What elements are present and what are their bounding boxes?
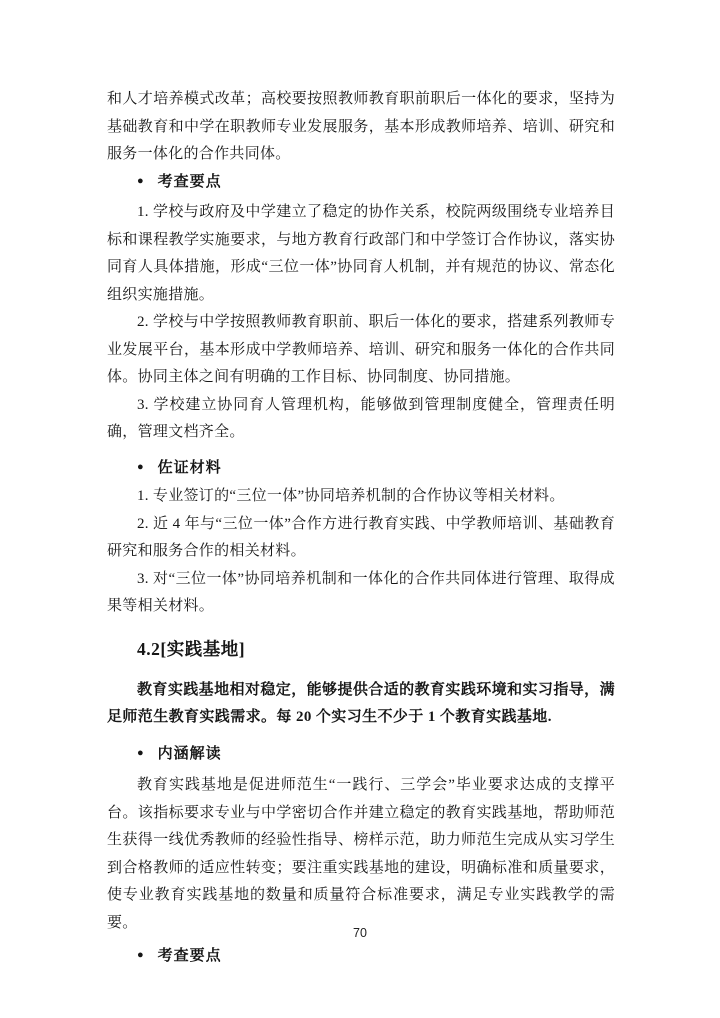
bullet-heading-label: 考查要点 <box>157 173 222 190</box>
bullet-icon: ● <box>137 174 144 187</box>
bullet-heading-label: 佐证材料 <box>157 459 222 476</box>
section-intro-bold-paragraph: 教育实践基地相对稳定，能够提供合适的教育实践环境和实习指导，满足师范生教育实践需求。每 20 个实习生不少于 1 个教育实践基地. <box>107 681 615 725</box>
supporting-material-item-3: 3. 对“三位一体”协同培养机制和一体化的合作共同体进行管理、取得成果等相关材料。 <box>107 570 615 614</box>
bullet-icon: ● <box>137 746 144 759</box>
bullet-icon: ● <box>137 949 144 961</box>
connotation-paragraph: 教育实践基地是促进师范生“一践行、三学会”毕业要求达成的支撑平台。该指标要求专业与中学密切合作并建立稳定的教育实践基地，帮助师范生获得一线优秀教师的经验性指导、榜样示范，助力师范生完成从实习学生到合格教师的适应性转变；要注重实践基地的建设，明确标准和质量要求，使专业教育实践基地的数量和质量符合标准要求，满足专业实践教学的需要。 <box>107 777 615 931</box>
bullet-icon: ● <box>137 460 144 473</box>
supporting-material-item-1: 1. 专业签订的“三位一体”协同培养机制的合作协议等相关材料。 <box>137 488 565 504</box>
bullet-heading-examine-points-1 <box>137 169 615 198</box>
section-heading-practice-base: 4.2[实践基地] <box>137 638 246 659</box>
examine-point-item-2: 2. 学校与中学按照教师教育职前、职后一体化的要求，搭建系列教师专业发展平台，基本形成中学教师培养、培训、研究和服务一体化的合作共同体。协同主体之间有明确的工作目标、协同制度、协同措施。 <box>107 314 615 385</box>
bullet-heading-label: 内涵解读 <box>157 745 222 762</box>
supporting-material-item-2: 2. 近 4 年与“三位一体”合作方进行教育实践、中学教师培训、基础教育研究和服务合作的相关材料。 <box>107 515 615 559</box>
text-block <box>107 86 615 972</box>
bullet-heading-supporting-materials <box>137 455 615 484</box>
intro-paragraph: 和人才培养模式改革；高校要按照教师教育职前职后一体化的要求，坚持为基础教育和中学在职教师专业发展服务，基本形成教师培养、培训、研究和服务一体化的合作共同体。 <box>107 91 615 162</box>
bullet-heading-examine-points-2 <box>137 943 615 972</box>
examine-point-item-1: 1. 学校与政府及中学建立了稳定的协作关系，校院两级围绕专业培养目标和课程教学实施要求，与地方教育行政部门和中学签订合作协议，落实协同育人具体措施，形成“三位一体”协同育人机制，并有规范的协议、常态化组织实施措施。 <box>107 204 615 303</box>
bullet-heading-connotation <box>137 741 615 770</box>
bullet-heading-label: 考查要点 <box>157 948 222 964</box>
page-number: 70 <box>353 926 367 940</box>
examine-point-item-3: 3. 学校建立协同育人管理机构，能够做到管理制度健全，管理责任明确，管理文档齐全。 <box>107 396 615 440</box>
